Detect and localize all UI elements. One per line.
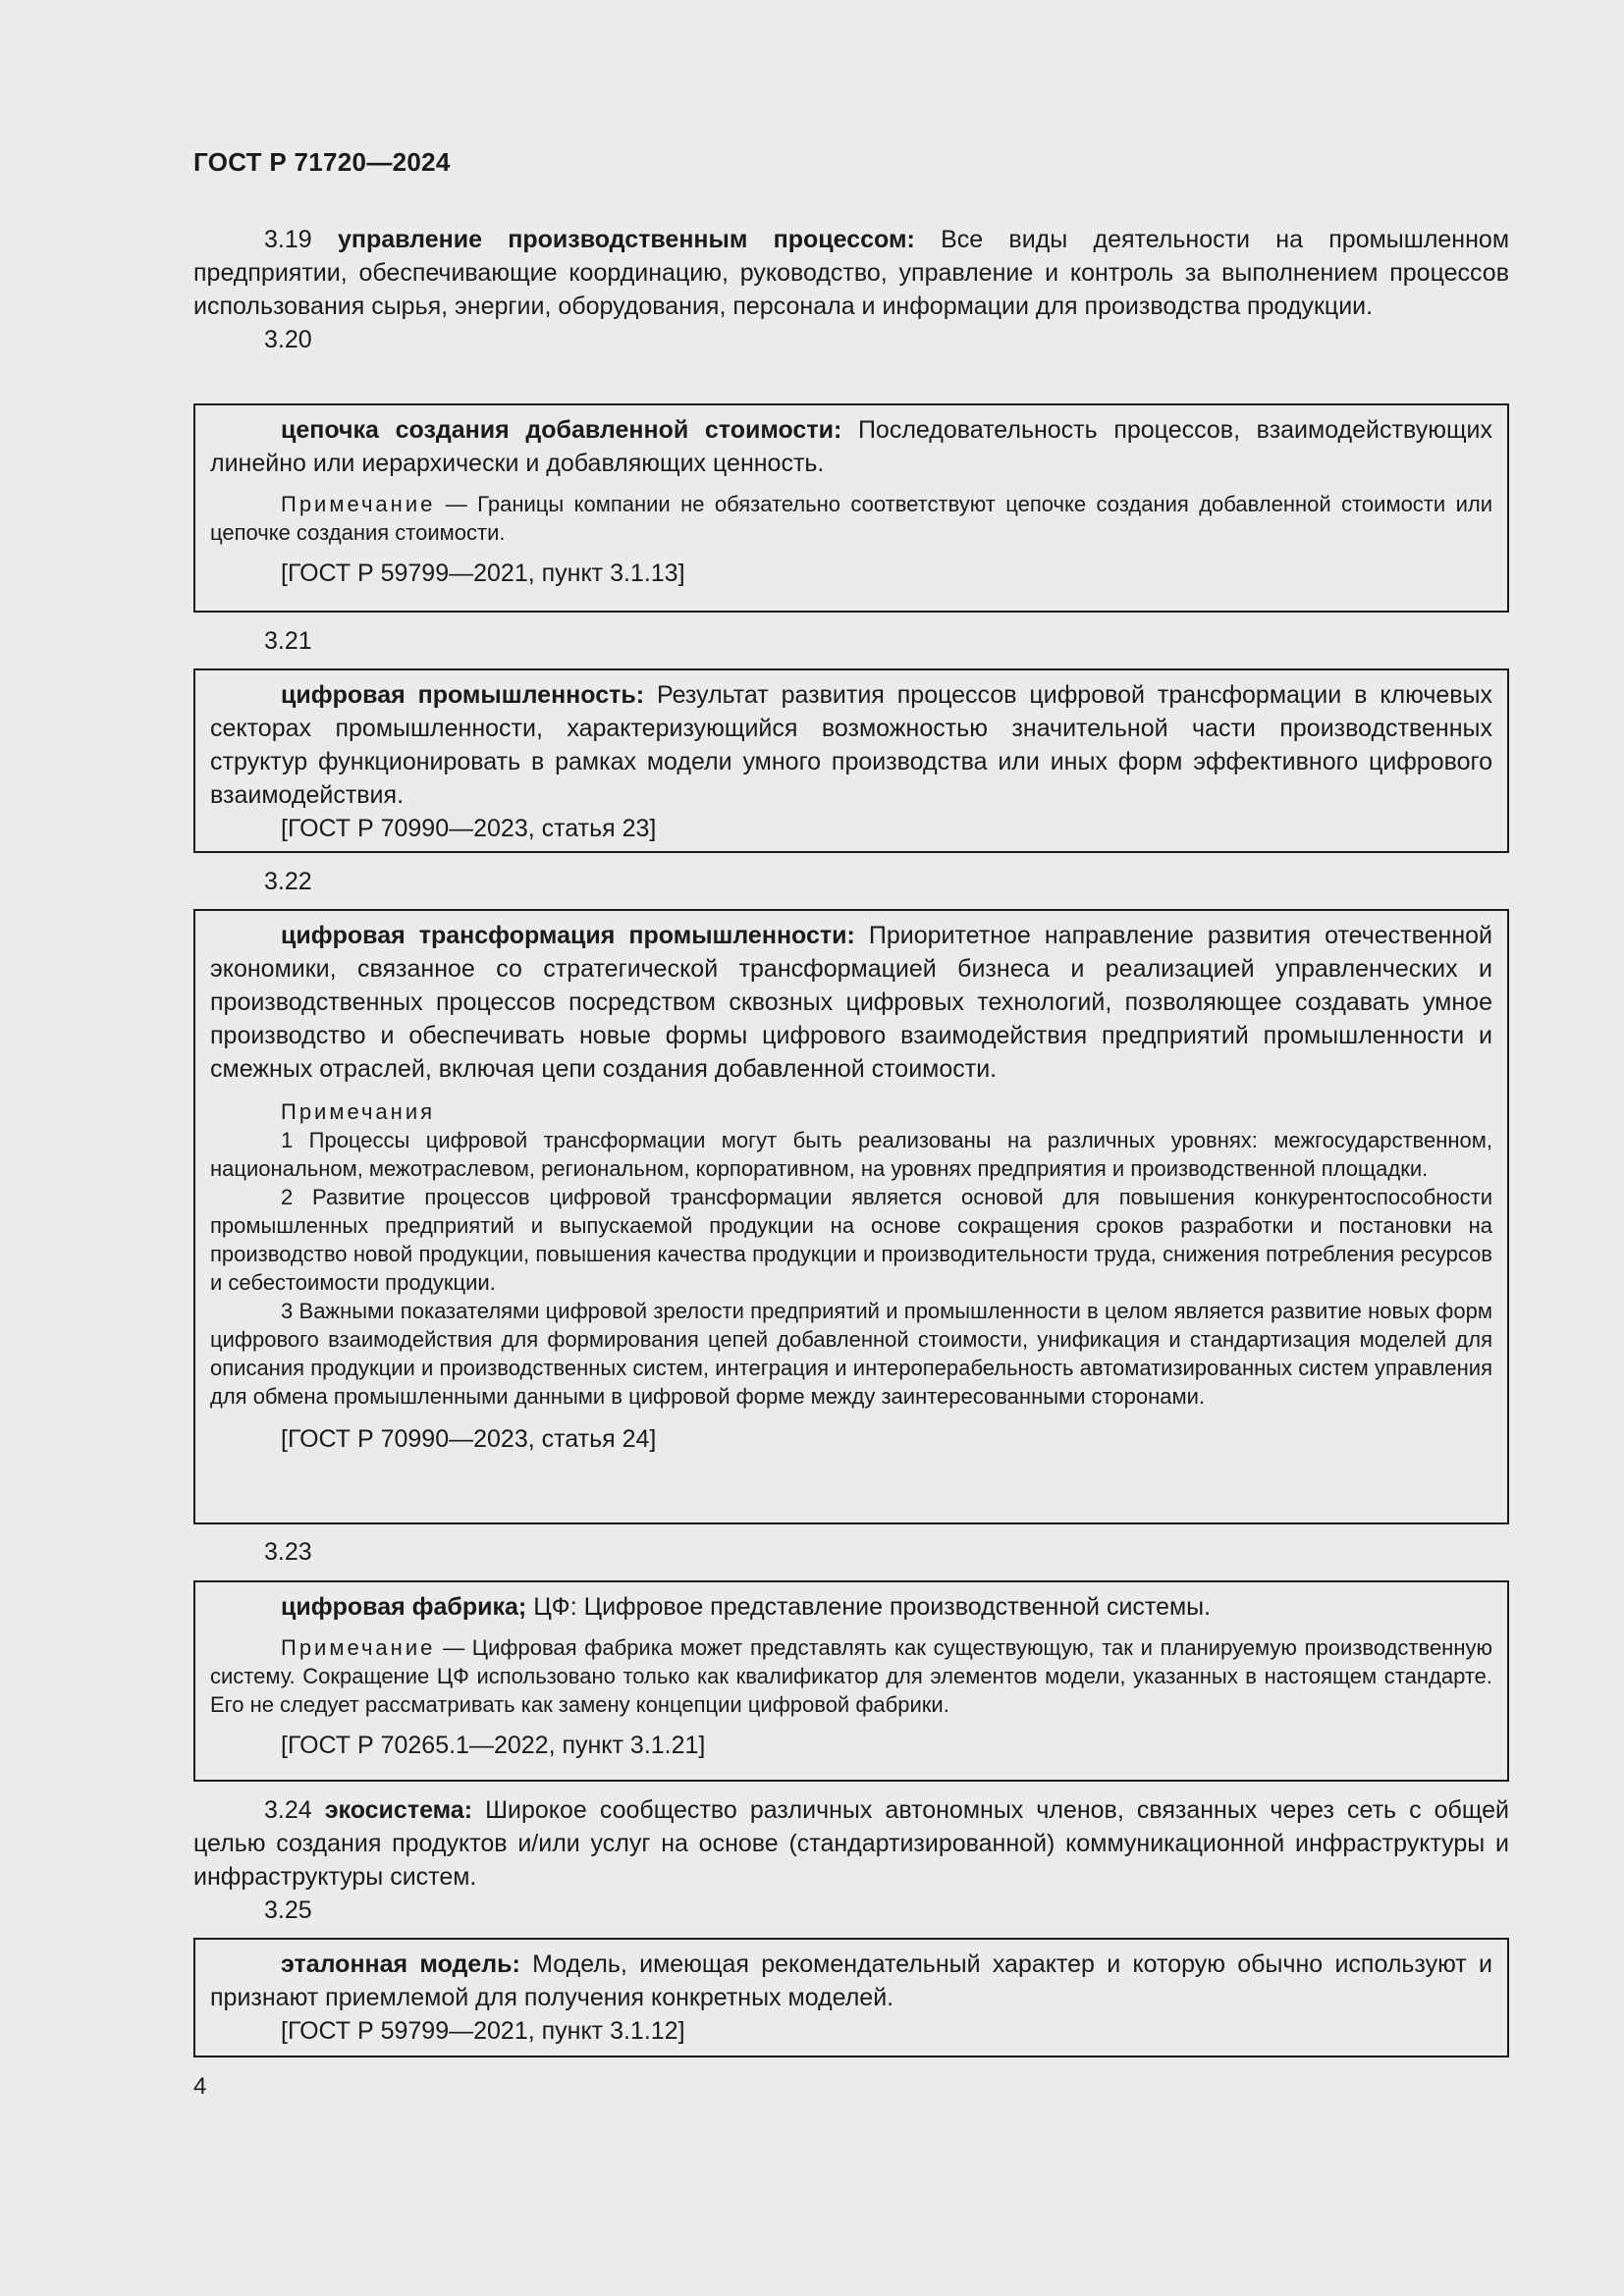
term-title: цепочка создания добавленной стоимости: [281, 416, 842, 444]
term-3-22-number: 3.22 [264, 868, 312, 895]
note-label: Примечание [281, 492, 436, 516]
term-3-20-box [193, 403, 1509, 613]
term-title: цифровая промышленность: [281, 681, 645, 709]
note-text: — Цифровая фабрика может представлять как существующую, так и планируемую производственную систему. Сокращение ЦФ использовано только как квалификатор для элементов модели, указанных в настоящем стандарте. Его не следует рассматривать как замену концепции цифровой фабрики. [210, 1635, 1492, 1717]
page-number: 4 [193, 2073, 207, 2100]
term-3-20-note [210, 490, 1492, 547]
term-3-22-paragraph [210, 919, 1492, 1086]
term-3-22-box [193, 909, 1509, 1524]
term-number: 3.24 [264, 1796, 312, 1824]
note-item-1: 1 Процессы цифровой трансформации могут быть реализованы на различных уровнях: межгосударственном, национальном, межотраслевом, региональном, корпоративном, на уровнях предприятия и производственной площадки. [210, 1128, 1492, 1181]
term-3-25-paragraph [210, 1948, 1492, 2014]
note-item-2: 2 Развитие процессов цифровой трансформации является основой для повышения конкурентоспособности промышленных предприятий и выпускаемой продукции на основе сокращения сроков разработки и постановки на производство новой продукции, повышения качества продукции и производительности труда, снижения потребления ресурсов и себестоимости продукции. [210, 1185, 1492, 1295]
term-3-25-number: 3.25 [264, 1896, 312, 1924]
term-abbreviation: ЦФ: [533, 1593, 577, 1621]
term-number: 3.19 [264, 226, 312, 253]
term-3-19 [193, 223, 1509, 356]
term-3-22-source: [ГОСТ Р 70990—2023, статья 24] [281, 1425, 657, 1453]
term-3-23-note [210, 1633, 1492, 1719]
term-3-21-number: 3.21 [264, 627, 312, 655]
term-definition: Все виды деятельности на промышленном предприятии, обеспечивающие координацию, руководство, управление и контроль за выполнением процессов использования сырья, энергии, оборудования, персонала и информации для производства продукции. [193, 226, 1510, 320]
term-definition: Приоритетное направление развития отечественной экономики, связанное со стратегической трансформацией бизнеса и реализацией управленческих и производственных процессов посредством сквозных цифровых технологий, позволяющее создавать умное производство и обеспечивать новые формы цифрового взаимодействия предприятий промышленности и смежных отраслей, включая цепи создания добавленной стоимости. [210, 922, 1492, 1083]
note-item-3: 3 Важными показателями цифровой зрелости предприятий и промышленности в целом является развитие новых форм цифрового взаимодействия для формирования цепей добавленной стоимости, унификация и стандартизация моделей для описания продукции и производственных систем, интеграция и интероперабельность автоматизированных систем управления для обмена промышленными данными в цифровой форме между заинтересованными сторонами. [210, 1299, 1492, 1409]
term-3-24 [193, 1793, 1509, 1927]
notes-label: Примечания [281, 1099, 436, 1124]
term-3-21-paragraph [210, 678, 1492, 812]
term-3-20-source: [ГОСТ Р 59799—2021, пункт 3.1.13] [281, 560, 685, 587]
term-definition: Последовательность процессов, взаимодействующих линейно или иерархически и добавляющих ценность. [210, 416, 1492, 477]
term-3-25-box [193, 1938, 1509, 2057]
term-title: эталонная модель: [281, 1950, 520, 1978]
term-title: цифровая фабрика; [281, 1593, 527, 1621]
note-text: — Границы компании не обязательно соответствуют цепочке создания добавленной стоимости или цепочке создания стоимости. [210, 492, 1492, 545]
term-3-23-source: [ГОСТ Р 70265.1—2022, пункт 3.1.21] [281, 1732, 706, 1759]
term-title: цифровая трансформация промышленности: [281, 922, 855, 949]
term-definition: Результат развития процессов цифровой трансформации в ключевых секторах промышленности, характеризующийся возможностью значительной части производственных структур функционировать в рамках модели умного производства или иных форм эффективного цифрового взаимодействия. [210, 681, 1493, 809]
term-3-21-box [193, 668, 1509, 853]
term-definition: Цифровое представление производственной системы. [583, 1593, 1212, 1621]
term-definition: Модель, имеющая рекомендательный характер и которую обычно используют и признают приемлемой для получения конкретных моделей. [210, 1950, 1492, 2011]
term-3-20-paragraph [210, 413, 1492, 480]
term-3-21-source: [ГОСТ Р 70990—2023, статья 23] [281, 815, 657, 842]
term-3-20-number: 3.20 [264, 326, 312, 353]
term-3-23-box [193, 1580, 1509, 1782]
document-header: ГОСТ Р 71720—2024 [193, 147, 451, 177]
term-title: экосистема: [324, 1796, 473, 1824]
term-3-25-source: [ГОСТ Р 59799—2021, пункт 3.1.12] [281, 2017, 685, 2045]
term-title: управление производственным процессом: [337, 226, 915, 253]
term-definition: Широкое сообщество различных автономных членов, связанных через сеть с общей целью создания продуктов и/или услуг на основе (стандартизированной) коммуникационной инфраструктуры и инфраструктуры систем. [193, 1796, 1510, 1891]
note-label: Примечание [281, 1635, 436, 1660]
term-3-24-paragraph [193, 1793, 1509, 1894]
term-3-23-paragraph [210, 1590, 1492, 1624]
term-3-23-number: 3.23 [264, 1538, 312, 1566]
term-3-19-paragraph [193, 223, 1509, 323]
